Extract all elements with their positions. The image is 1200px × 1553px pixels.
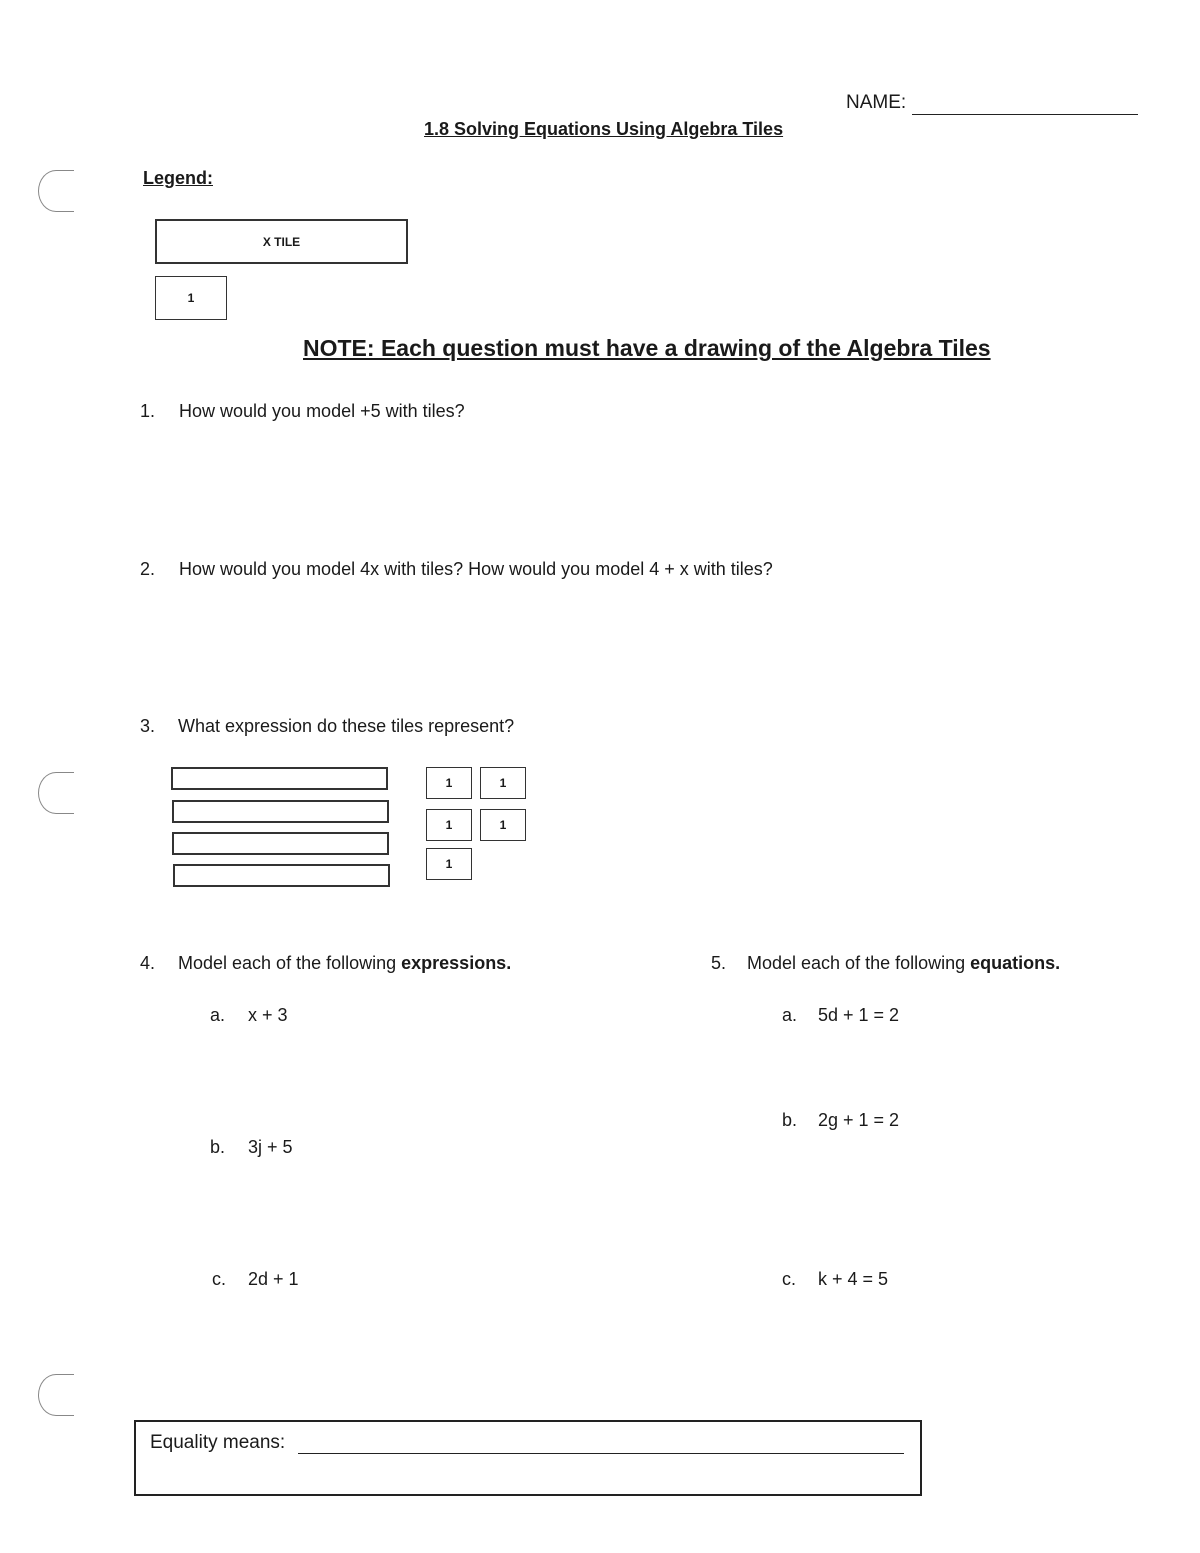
binder-hole bbox=[38, 772, 74, 814]
q3-unit-tile bbox=[480, 809, 526, 841]
legend-label: Legend: bbox=[143, 168, 213, 188]
q4a-expression: x + 3 bbox=[248, 1005, 288, 1025]
q3-unit-tile-label: 1 bbox=[499, 818, 507, 832]
binder-hole bbox=[38, 1374, 74, 1416]
q3-unit-tile-label: 1 bbox=[445, 857, 453, 871]
question-4-text bbox=[178, 953, 511, 974]
q4a-label: a. bbox=[210, 1005, 226, 1025]
equality-answer-line[interactable] bbox=[298, 1453, 904, 1454]
legend-x-tile bbox=[155, 219, 408, 264]
question-5-prefix: Model each of the following bbox=[747, 953, 971, 973]
legend-unit-tile bbox=[155, 276, 227, 320]
q3-unit-tile bbox=[480, 767, 526, 799]
x-tile-label: X TILE bbox=[262, 234, 301, 249]
name-label: NAME: bbox=[846, 92, 907, 113]
note-heading: NOTE: Each question must have a drawing of the Algebra Tiles bbox=[303, 335, 991, 361]
question-5-text bbox=[747, 953, 1060, 974]
q5b-label: b. bbox=[782, 1110, 798, 1130]
question-1-number: 1. bbox=[140, 401, 156, 421]
question-4-emphasis: expressions. bbox=[401, 953, 512, 973]
q3-x-tile bbox=[172, 800, 389, 823]
question-5-emphasis: equations. bbox=[970, 953, 1061, 973]
question-3-number: 3. bbox=[140, 716, 156, 736]
q5c-label: c. bbox=[782, 1269, 797, 1289]
q3-unit-tile-label: 1 bbox=[445, 776, 453, 790]
q4b-expression: 3j + 5 bbox=[248, 1137, 293, 1157]
q4c-expression: 2d + 1 bbox=[248, 1269, 299, 1289]
worksheet-title: 1.8 Solving Equations Using Algebra Tiles bbox=[424, 119, 784, 139]
q3-unit-tile-label: 1 bbox=[445, 818, 453, 832]
q5c-equation: k + 4 = 5 bbox=[818, 1269, 889, 1289]
q3-x-tile bbox=[173, 864, 390, 887]
question-2-text: How would you model 4x with tiles? How would you model 4 + x with tiles? bbox=[179, 559, 773, 579]
unit-tile-label: 1 bbox=[187, 291, 195, 305]
q5a-label: a. bbox=[782, 1005, 798, 1025]
q3-unit-tile-label: 1 bbox=[499, 776, 507, 790]
question-1-text: How would you model +5 with tiles? bbox=[179, 401, 465, 421]
question-5-number: 5. bbox=[711, 953, 727, 973]
equality-label: Equality means: bbox=[150, 1432, 286, 1453]
q3-unit-tile bbox=[426, 767, 472, 799]
q3-x-tile bbox=[172, 832, 389, 855]
q3-x-tile bbox=[171, 767, 388, 790]
q3-unit-tile bbox=[426, 848, 472, 880]
name-blank-line[interactable] bbox=[912, 114, 1138, 115]
question-2-number: 2. bbox=[140, 559, 156, 579]
question-4-prefix: Model each of the following bbox=[178, 953, 402, 973]
binder-hole bbox=[38, 170, 74, 212]
question-3-text: What expression do these tiles represent? bbox=[178, 716, 515, 736]
q4c-label: c. bbox=[212, 1269, 227, 1289]
q3-unit-tile bbox=[426, 809, 472, 841]
q5b-equation: 2g + 1 = 2 bbox=[818, 1110, 900, 1130]
q4b-label: b. bbox=[210, 1137, 226, 1157]
q5a-equation: 5d + 1 = 2 bbox=[818, 1005, 900, 1025]
question-4-number: 4. bbox=[140, 953, 156, 973]
